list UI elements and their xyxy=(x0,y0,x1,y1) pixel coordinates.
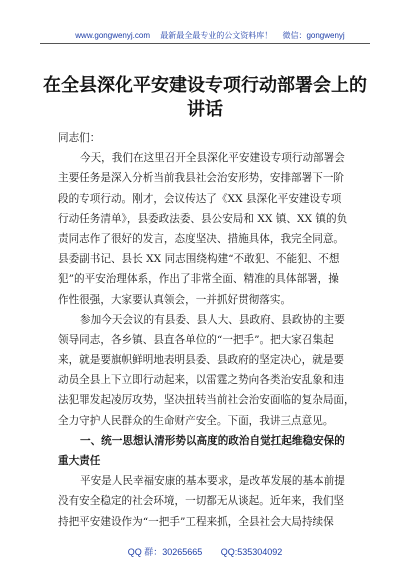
paragraph-line: 全力守护人民群众的生命财产安全。下面，我讲三点意见。 xyxy=(58,414,334,427)
paragraph-line: 县委副书记、县长 XX 同志围绕构建“不敢犯、不能犯、不想 xyxy=(58,253,340,266)
paragraph-line: 平安是人民幸福安康的基本要求，是改革发展的基本前提 xyxy=(80,475,345,488)
paragraph-line: 法犯罪发起凌厉攻势，坚决扭转当前社会治安面临的复杂局面， xyxy=(58,394,355,407)
paragraph-line: 责同志作了很好的发言，态度坚决、措施具体，我完全同意。 xyxy=(58,232,345,245)
paragraph-line: 动员全县上下立即行动起来，以雷霆之势向各类治安乱象和违 xyxy=(58,374,345,387)
document-body xyxy=(58,128,354,532)
header-wechat: 微信：gongwenyj xyxy=(282,31,345,40)
footer-qq-group: QQ 群：30265665 xyxy=(127,547,203,557)
section-heading: 重大责任 xyxy=(58,455,101,467)
document-title xyxy=(40,74,370,122)
paragraph-line: 主要任务是深入分析当前我县社会治安形势，安排部署下一阶 xyxy=(58,172,345,185)
paragraph-line: 没有安全稳定的社会环境，一切都无从谈起。近年来，我们坚 xyxy=(58,495,345,508)
paragraph-line: 行动任务清单》，县委政法委、县公安局和 XX 镇、XX 镇的负 xyxy=(58,212,348,225)
paragraph-line: 作性很强，大家要认真领会，一并抓好贯彻落实。 xyxy=(58,293,292,306)
title-line: 讲话 xyxy=(187,99,223,120)
header-site-link[interactable]: www.gongwenyj.com xyxy=(75,31,150,40)
paragraph-line: 领导同志，各乡镇、县直各单位的“一把手”。把大家召集起 xyxy=(58,333,334,346)
section-heading: 一、统一思想认清形势以高度的政治自觉扛起维稳安保的 xyxy=(80,434,345,447)
header-slogan: 最新最全最专业的公文资料库！ xyxy=(160,31,273,40)
paragraph-line: 持把平安建设作为“一把手”工程来抓，全县社会大局持续保 xyxy=(58,515,334,528)
page-footer xyxy=(40,545,370,558)
paragraph-line: 参加今天会议的有县委、县人大、县政府、县政协的主要 xyxy=(80,313,345,326)
paragraph-line: 犯”的平安治理体系，作出了非常全面、精准的具体部署，操 xyxy=(58,273,339,286)
paragraph-line: 今天，我们在这里召开全县深化平安建设专项行动部署会 xyxy=(80,152,345,165)
title-line: 在全县深化平安建设专项行动部署会上的 xyxy=(43,75,367,96)
page-header xyxy=(40,30,380,41)
paragraph-line: 来，就是要旗帜鲜明地表明县委、县政府的坚定决心，就是要 xyxy=(58,354,345,367)
header-divider xyxy=(40,43,370,44)
footer-qq: QQ:535304092 xyxy=(220,547,283,557)
salutation: 同志们： xyxy=(58,132,101,144)
paragraph-line: 段的专项行动。刚才，会议传达了《XX 县深化平安建设专项 xyxy=(58,192,342,205)
